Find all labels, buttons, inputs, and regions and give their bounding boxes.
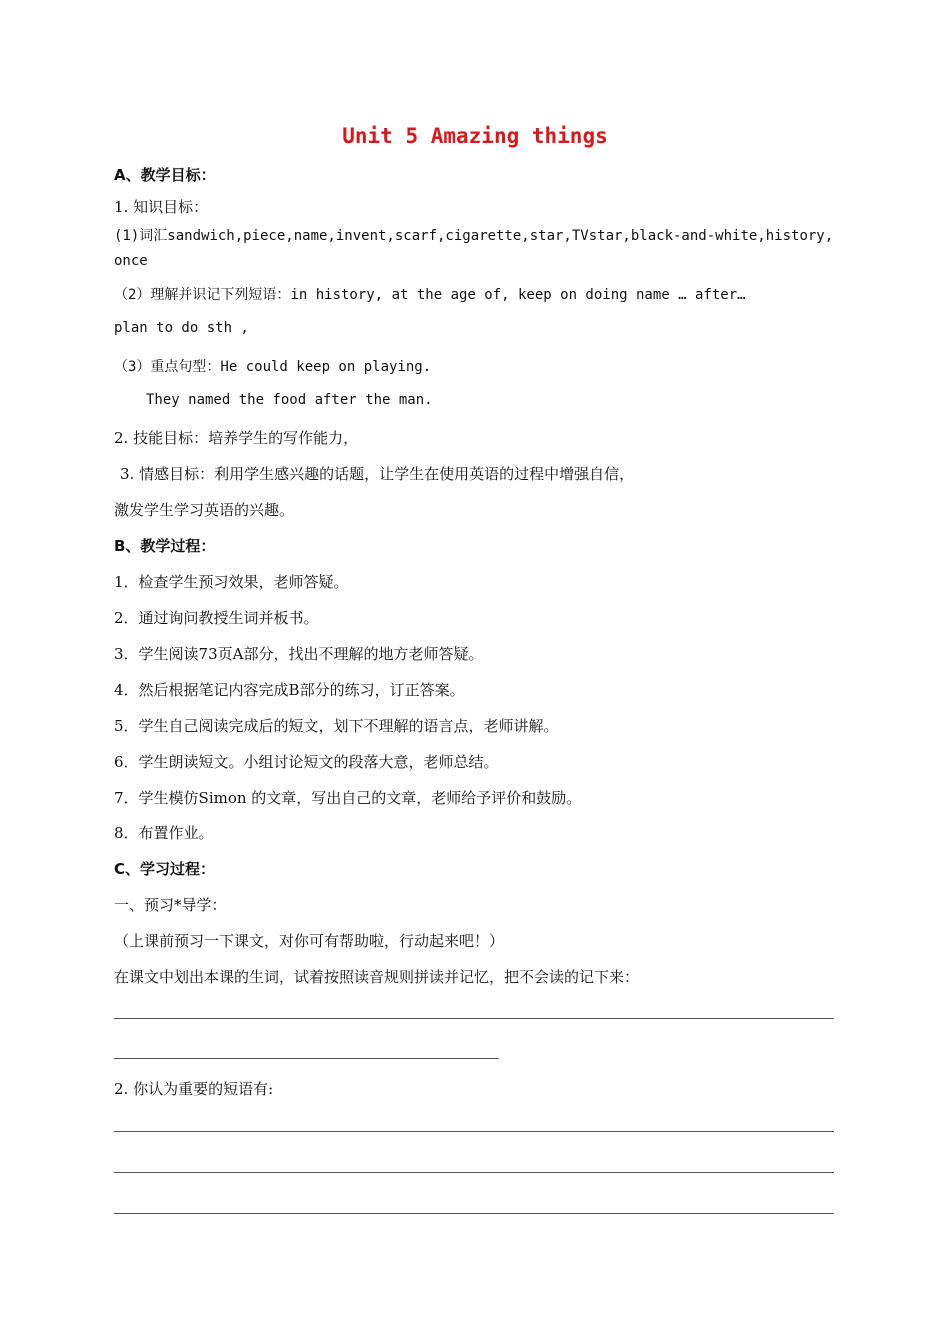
preview-heading: 一、预习*导学：: [114, 896, 227, 914]
preview-note: （上课前预习一下课文，对你可有帮助啦，行动起来吧！）: [114, 932, 505, 950]
answer-line: [114, 1058, 499, 1059]
emotion-goal-line-2: 激发学生学习英语的兴趣。: [114, 501, 295, 519]
answer-line: [114, 1131, 834, 1132]
sentences-line-1: （3）重点句型：He could keep on playing.: [114, 359, 432, 375]
answer-line: [114, 1018, 834, 1019]
section-b-heading: B、教学过程：: [114, 537, 216, 555]
step-item: 5．学生自己阅读完成后的短文，划下不理解的语言点，老师讲解。: [114, 717, 559, 735]
sentences-line-2: They named the food after the man.: [146, 392, 433, 408]
phrases-line-2: plan to do sth ,: [114, 320, 249, 336]
step-item: 1．检查学生预习效果，老师答疑。: [114, 573, 349, 591]
vocab-line-2: once: [114, 253, 148, 269]
preview-instruction: 在课文中划出本课的生词，试着按照读音规则拼读并记忆，把不会读的记下来：: [114, 968, 640, 986]
step-item: 6．学生朗读短文。小组讨论短文的段落大意，老师总结。: [114, 753, 499, 771]
step-item: 7．学生模仿Simon 的文章，写出自己的文章，老师给予评价和鼓励。: [114, 789, 582, 807]
step-item: 4．然后根据笔记内容完成B部分的练习，订正答案。: [114, 681, 465, 699]
phrases-prompt: 2. 你认为重要的短语有:: [114, 1080, 274, 1098]
answer-line: [114, 1213, 834, 1214]
section-a-heading: A、教学目标：: [114, 166, 216, 184]
vocab-line-1: (1)词汇sandwich,piece,name,invent,scarf,cigarette,star,TVstar,black-and-white,history,: [114, 228, 834, 244]
page-title: Unit 5 Amazing things: [342, 124, 608, 148]
step-item: 2．通过询问教授生词并板书。: [114, 609, 319, 627]
section-c-heading: C、学习过程：: [114, 860, 216, 878]
answer-line: [114, 1172, 834, 1173]
knowledge-goal: 1. 知识目标：: [114, 198, 209, 216]
phrases-line-1: （2）理解并识记下列短语：in history, at the age of, keep on doing name … after…: [114, 287, 746, 303]
skill-goal: 2. 技能目标：培养学生的写作能力，: [114, 429, 359, 447]
step-item: 8．布置作业。: [114, 824, 214, 842]
step-item: 3．学生阅读73页A部分，找出不理解的地方老师答疑。: [114, 645, 484, 663]
emotion-goal-line-1: 3. 情感目标：利用学生感兴趣的话题，让学生在使用英语的过程中增强自信，: [120, 465, 635, 483]
